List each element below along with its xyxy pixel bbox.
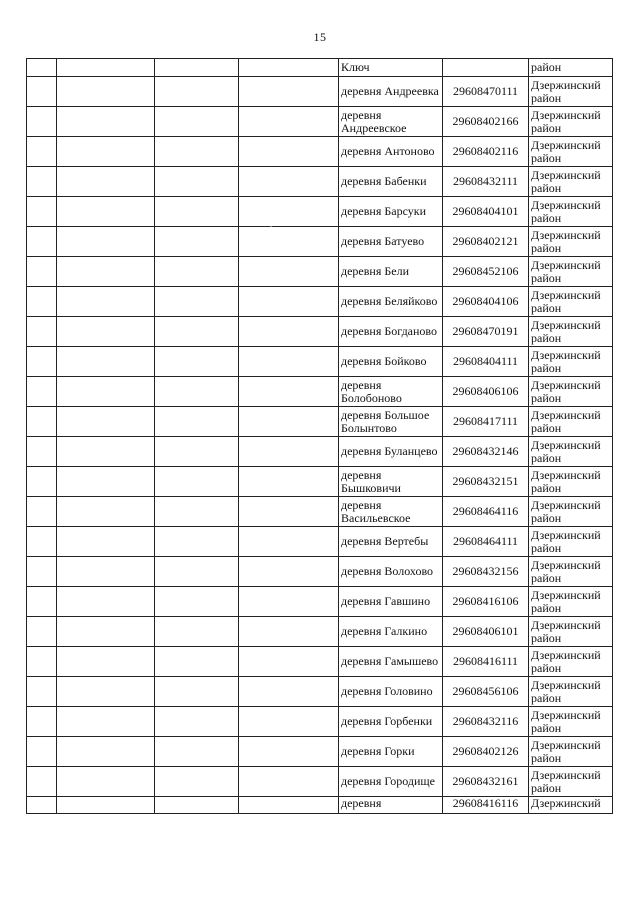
table-row — [27, 587, 613, 617]
cell-empty — [155, 647, 239, 677]
code-cell: 29608416116 — [443, 797, 529, 814]
cell-empty — [57, 317, 155, 347]
settlement-name-cell: деревня Горки — [339, 737, 443, 767]
table-row — [27, 767, 613, 797]
cell-empty — [27, 767, 57, 797]
cell-empty — [27, 497, 57, 527]
code-cell: 29608402116 — [443, 137, 529, 167]
cell-empty — [27, 557, 57, 587]
cell-empty — [57, 77, 155, 107]
district-cell: Дзержинский район — [529, 197, 613, 227]
settlement-name-cell: деревня Волохово — [339, 557, 443, 587]
district-cell: Дзержинский район — [529, 317, 613, 347]
cell-empty — [57, 467, 155, 497]
table-row — [27, 797, 613, 814]
district-cell: Дзержинский район — [529, 227, 613, 257]
cell-empty — [155, 347, 239, 377]
table-row — [27, 737, 613, 767]
cell-empty — [155, 407, 239, 437]
code-cell: 29608416111 — [443, 647, 529, 677]
cell-empty — [155, 437, 239, 467]
district-cell: Дзержинский район — [529, 557, 613, 587]
table-row — [27, 347, 613, 377]
table-row-header — [27, 59, 613, 77]
code-cell: 29608470111 — [443, 77, 529, 107]
cell-empty — [155, 467, 239, 497]
cell-empty — [155, 707, 239, 737]
cell-empty — [27, 287, 57, 317]
settlement-name-cell: деревня Болобоново — [339, 377, 443, 407]
cell-empty — [27, 707, 57, 737]
settlement-name-cell: деревня Большое Болынтово — [339, 407, 443, 437]
cell-empty — [57, 677, 155, 707]
cell-empty — [155, 167, 239, 197]
table-row — [27, 377, 613, 407]
district-cell: Дзержинский район — [529, 167, 613, 197]
settlement-name-cell: деревня Барсуки — [339, 197, 443, 227]
cell-empty — [239, 647, 339, 677]
cell-empty — [57, 257, 155, 287]
cell-empty — [57, 137, 155, 167]
table-row — [27, 107, 613, 137]
district-cell: район — [529, 59, 613, 77]
cell-empty — [239, 497, 339, 527]
cell-empty — [239, 347, 339, 377]
code-cell: 29608406106 — [443, 377, 529, 407]
cell-empty — [155, 737, 239, 767]
cell-empty — [57, 497, 155, 527]
cell-empty — [27, 377, 57, 407]
cell-empty — [57, 437, 155, 467]
cell-empty — [27, 137, 57, 167]
cell-empty — [239, 77, 339, 107]
table-row — [27, 227, 613, 257]
cell-empty — [155, 227, 239, 257]
table-row — [27, 167, 613, 197]
settlement-name-cell: деревня Гамышево — [339, 647, 443, 677]
table-row — [27, 647, 613, 677]
settlement-name-cell: деревня Антоново — [339, 137, 443, 167]
cell-empty — [239, 407, 339, 437]
code-cell: 29608417111 — [443, 407, 529, 437]
cell-empty — [57, 557, 155, 587]
settlement-name-cell: деревня Головино — [339, 677, 443, 707]
cell-empty — [155, 59, 239, 77]
cell-empty — [27, 737, 57, 767]
cell-empty — [27, 617, 57, 647]
cell-empty — [239, 257, 339, 287]
cell-empty — [57, 527, 155, 557]
district-cell: Дзержинский район — [529, 437, 613, 467]
cell-empty — [57, 167, 155, 197]
cell-empty — [27, 59, 57, 77]
table-row — [27, 707, 613, 737]
district-cell: Дзержинский район — [529, 767, 613, 797]
cell-empty — [239, 317, 339, 347]
cell-empty — [27, 437, 57, 467]
district-cell: Дзержинский район — [529, 137, 613, 167]
table-row — [27, 437, 613, 467]
code-cell: 29608402121 — [443, 227, 529, 257]
cell-empty — [239, 197, 339, 227]
table-row — [27, 317, 613, 347]
district-cell: Дзержинский район — [529, 647, 613, 677]
settlement-name-cell: деревня Васильевское — [339, 497, 443, 527]
settlement-name-cell: деревня Буланцево — [339, 437, 443, 467]
cell-empty — [239, 377, 339, 407]
district-cell: Дзержинский район — [529, 587, 613, 617]
cell-empty — [57, 707, 155, 737]
district-cell: Дзержинский район — [529, 467, 613, 497]
settlement-name-cell: деревня Бойково — [339, 347, 443, 377]
cell-empty — [57, 407, 155, 437]
cell-empty — [57, 737, 155, 767]
table-row — [27, 77, 613, 107]
cell-empty — [57, 797, 155, 814]
code-cell: 29608432151 — [443, 467, 529, 497]
cell-empty — [239, 227, 339, 257]
district-cell: Дзержинский район — [529, 737, 613, 767]
cell-empty — [27, 197, 57, 227]
cell-empty — [239, 707, 339, 737]
cell-empty — [239, 767, 339, 797]
cell-empty — [155, 557, 239, 587]
scan-speck — [270, 226, 272, 227]
cell-empty — [57, 647, 155, 677]
cell-empty — [155, 617, 239, 647]
cell-empty — [155, 527, 239, 557]
cell-empty — [155, 107, 239, 137]
cell-empty — [155, 377, 239, 407]
district-cell: Дзержинский район — [529, 707, 613, 737]
table-row — [27, 467, 613, 497]
district-cell: Дзержинский район — [529, 107, 613, 137]
cell-empty — [27, 467, 57, 497]
settlements-table — [26, 58, 613, 814]
settlement-name-cell: деревня Богданово — [339, 317, 443, 347]
cell-empty — [239, 587, 339, 617]
cell-empty — [239, 107, 339, 137]
cell-empty — [27, 587, 57, 617]
cell-empty — [57, 377, 155, 407]
cell-empty — [57, 59, 155, 77]
cell-empty — [57, 617, 155, 647]
code-cell: 29608456106 — [443, 677, 529, 707]
code-cell: 29608406101 — [443, 617, 529, 647]
cell-empty — [27, 677, 57, 707]
settlement-name-cell: деревня Горбенки — [339, 707, 443, 737]
settlement-name-cell: деревня Галкино — [339, 617, 443, 647]
cell-empty — [239, 467, 339, 497]
code-cell: 29608416106 — [443, 587, 529, 617]
cell-empty — [155, 77, 239, 107]
table-row — [27, 197, 613, 227]
cell-empty — [155, 587, 239, 617]
cell-empty — [239, 167, 339, 197]
table-row — [27, 257, 613, 287]
code-cell: 29608432111 — [443, 167, 529, 197]
district-cell: Дзержинский район — [529, 677, 613, 707]
code-cell: 29608432116 — [443, 707, 529, 737]
cell-empty — [239, 527, 339, 557]
table-row — [27, 497, 613, 527]
table-row — [27, 557, 613, 587]
table-row — [27, 527, 613, 557]
code-cell: 29608432146 — [443, 437, 529, 467]
cell-empty — [155, 287, 239, 317]
cell-empty — [57, 347, 155, 377]
district-cell: Дзержинский район — [529, 347, 613, 377]
settlement-name-cell: деревня Вертебы — [339, 527, 443, 557]
cell-empty — [239, 737, 339, 767]
cell-empty — [27, 647, 57, 677]
settlement-name-cell: деревня Городище — [339, 767, 443, 797]
table-row — [27, 137, 613, 167]
table-row — [27, 407, 613, 437]
code-cell: 29608404101 — [443, 197, 529, 227]
cell-empty — [27, 257, 57, 287]
settlement-name-cell: деревня Беляйково — [339, 287, 443, 317]
cell-empty — [57, 287, 155, 317]
settlement-name-cell: деревня Бышковичи — [339, 467, 443, 497]
district-cell: Дзержинский район — [529, 617, 613, 647]
table-row — [27, 617, 613, 647]
cell-empty — [155, 677, 239, 707]
code-cell: 29608404106 — [443, 287, 529, 317]
cell-empty — [155, 317, 239, 347]
cell-empty — [239, 59, 339, 77]
settlement-name-cell: деревня Андреевка — [339, 77, 443, 107]
table-row — [27, 677, 613, 707]
settlement-name-cell: деревня Андреевское — [339, 107, 443, 137]
code-cell — [443, 59, 529, 77]
settlement-name-cell: Ключ — [339, 59, 443, 77]
cell-empty — [27, 107, 57, 137]
cell-empty — [239, 617, 339, 647]
code-cell: 29608402126 — [443, 737, 529, 767]
code-cell: 29608470191 — [443, 317, 529, 347]
cell-empty — [27, 407, 57, 437]
district-cell: Дзержинский район — [529, 287, 613, 317]
cell-empty — [27, 797, 57, 814]
code-cell: 29608404111 — [443, 347, 529, 377]
cell-empty — [239, 677, 339, 707]
cell-empty — [57, 767, 155, 797]
cell-empty — [155, 497, 239, 527]
cell-empty — [239, 287, 339, 317]
district-cell: Дзержинский район — [529, 377, 613, 407]
cell-empty — [239, 437, 339, 467]
district-cell: Дзержинский район — [529, 497, 613, 527]
cell-empty — [27, 227, 57, 257]
cell-empty — [57, 197, 155, 227]
cell-empty — [155, 197, 239, 227]
cell-empty — [27, 77, 57, 107]
settlement-name-cell: деревня Бели — [339, 257, 443, 287]
district-cell: Дзержинский район — [529, 527, 613, 557]
district-cell: Дзержинский район — [529, 77, 613, 107]
district-cell: Дзержинский район — [529, 407, 613, 437]
page-number: 15 — [313, 30, 327, 44]
cell-empty — [27, 527, 57, 557]
cell-empty — [155, 137, 239, 167]
settlement-name-cell: деревня Батуево — [339, 227, 443, 257]
cell-empty — [155, 797, 239, 814]
cell-empty — [57, 107, 155, 137]
table-row — [27, 287, 613, 317]
district-cell: Дзержинский район — [529, 257, 613, 287]
table-body — [27, 59, 613, 814]
code-cell: 29608464116 — [443, 497, 529, 527]
district-cell: Дзержинский — [529, 797, 613, 814]
code-cell: 29608464111 — [443, 527, 529, 557]
cell-empty — [239, 557, 339, 587]
settlement-name-cell: деревня Гавшино — [339, 587, 443, 617]
code-cell: 29608452106 — [443, 257, 529, 287]
cell-empty — [239, 797, 339, 814]
cell-empty — [57, 227, 155, 257]
cell-empty — [27, 317, 57, 347]
cell-empty — [27, 347, 57, 377]
code-cell: 29608402166 — [443, 107, 529, 137]
settlement-name-cell: деревня Бабенки — [339, 167, 443, 197]
code-cell: 29608432156 — [443, 557, 529, 587]
cell-empty — [155, 257, 239, 287]
cell-empty — [155, 767, 239, 797]
settlement-name-cell: деревня — [339, 797, 443, 814]
cell-empty — [239, 137, 339, 167]
cell-empty — [27, 167, 57, 197]
cell-empty — [57, 587, 155, 617]
code-cell: 29608432161 — [443, 767, 529, 797]
